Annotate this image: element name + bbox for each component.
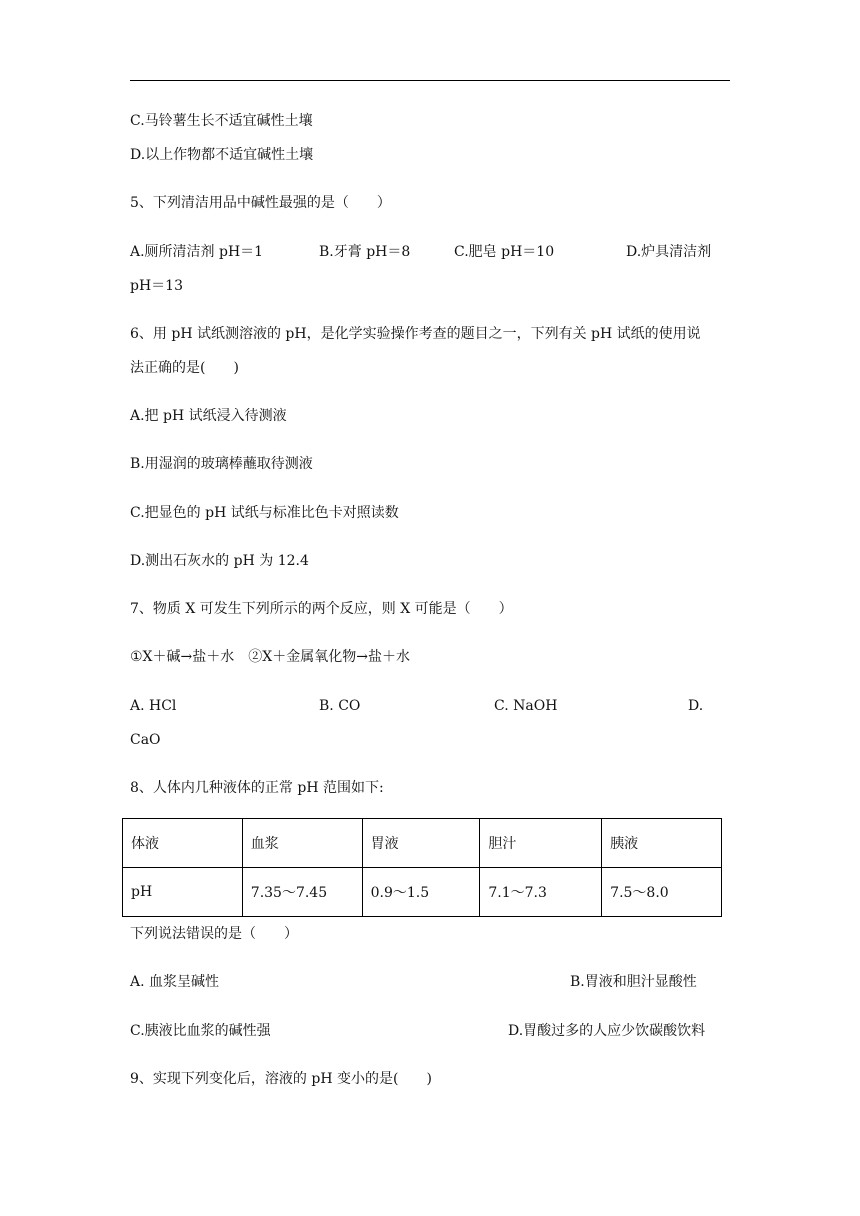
- q7-reactions: ①X＋碱→盐＋水 ②X＋金属氧化物→盐＋水: [130, 649, 410, 665]
- q6-option-b: B.用湿润的玻璃棒蘸取待测液: [130, 456, 313, 472]
- table-cell: 7.35～7.45: [242, 868, 362, 917]
- ph-table: [122, 818, 722, 917]
- q8-stem: 8、人体内几种液体的正常 pH 范围如下:: [130, 780, 384, 796]
- q6-option-d: D.测出石灰水的 pH 为 12.4: [130, 553, 309, 569]
- q6-stem-2: 法正确的是( ): [130, 360, 239, 376]
- table-cell: 体液: [123, 819, 243, 868]
- table-row: [123, 868, 722, 917]
- q5-option-c: C.肥皂 pH＝10: [454, 244, 555, 260]
- q8-option-b: B.胃液和胆汁显酸性: [570, 974, 697, 990]
- header-rule: [130, 80, 730, 81]
- q4-option-d: D.以上作物都不适宜碱性土壤: [130, 147, 314, 163]
- q5-option-d: D.炉具清洁剂: [626, 244, 712, 260]
- q5-option-b: B.牙膏 pH＝8: [319, 244, 411, 260]
- q7-option-d-cont: CaO: [130, 732, 161, 748]
- q7-option-b: B. CO: [319, 698, 361, 714]
- q7-option-d: D.: [688, 698, 704, 714]
- q5-stem: 5、下列清洁用品中碱性最强的是（ ）: [130, 195, 391, 211]
- q8-sub-stem: 下列说法错误的是（ ）: [130, 926, 298, 942]
- q6-option-a: A.把 pH 试纸浸入待测液: [130, 408, 287, 424]
- q7-option-c: C. NaOH: [494, 698, 558, 714]
- q9-stem: 9、实现下列变化后，溶液的 pH 变小的是( ): [130, 1071, 432, 1087]
- table-cell: 0.9～1.5: [362, 868, 480, 917]
- q6-stem-1: 6、用 pH 试纸测溶液的 pH，是化学实验操作考查的题目之一，下列有关 pH 试纸的使用说: [130, 326, 701, 342]
- table-cell: 7.5～8.0: [602, 868, 722, 917]
- q8-option-d: D.胃酸过多的人应少饮碳酸饮料: [508, 1023, 706, 1039]
- table-cell: 7.1～7.3: [480, 868, 602, 917]
- q8-option-a: A. 血浆呈碱性: [130, 974, 220, 990]
- table-cell: 血浆: [242, 819, 362, 868]
- q7-stem: 7、物质 X 可发生下列所示的两个反应，则 X 可能是（ ）: [130, 601, 513, 617]
- table-cell: 胃液: [362, 819, 480, 868]
- q8-option-c: C.胰液比血浆的碱性强: [130, 1023, 271, 1039]
- q4-option-c: C.马铃薯生长不适宜碱性土壤: [130, 113, 313, 129]
- table-cell: 胆汁: [480, 819, 602, 868]
- q5-option-a: A.厕所清洁剂 pH＝1: [130, 244, 264, 260]
- q7-option-a: A. HCl: [130, 698, 177, 714]
- q6-option-c: C.把显色的 pH 试纸与标准比色卡对照读数: [130, 505, 399, 521]
- table-cell: pH: [123, 868, 243, 917]
- table-header-row: [123, 819, 722, 868]
- table-cell: 胰液: [602, 819, 722, 868]
- q5-option-d-cont: pH＝13: [130, 278, 183, 294]
